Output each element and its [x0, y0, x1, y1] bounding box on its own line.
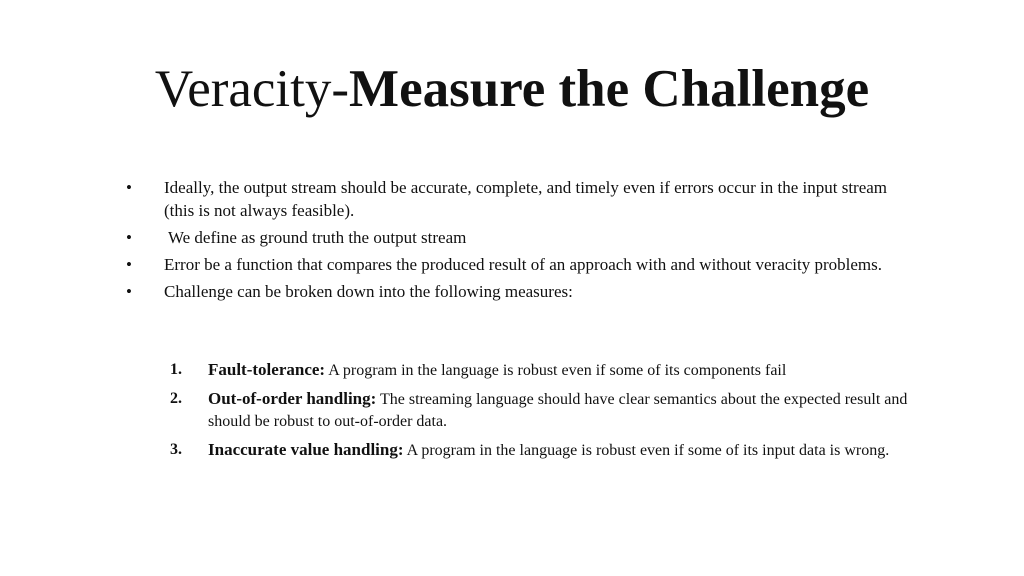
bullet-item [126, 176, 916, 222]
measure-description: A program in the language is robust even if some of its input data is wrong. [403, 442, 890, 459]
measure-term: Fault-tolerance: [208, 360, 326, 379]
title-prefix: Veracity- [154, 60, 350, 118]
bullet-item [126, 280, 916, 303]
slide-title [0, 52, 1024, 126]
bullet-marker: • [126, 178, 132, 197]
measure-item-inaccurate-value [170, 439, 920, 462]
bullet-text: Error be a function that compares the produced result of an approach with and without veracity problems. [164, 255, 883, 274]
bullet-item [126, 253, 916, 276]
measure-number: 3. [170, 441, 182, 458]
bullet-marker: • [126, 282, 132, 301]
measure-term: Inaccurate value handling: [208, 440, 404, 459]
measure-number: 2. [170, 390, 182, 407]
measure-description: A program in the language is robust even if some of its components fail [325, 362, 787, 379]
measure-item-out-of-order [170, 388, 920, 433]
measure-term: Out-of-order handling: [208, 389, 377, 408]
bullet-text: Challenge can be broken down into the following measures: [164, 282, 573, 301]
bullet-marker: • [126, 255, 132, 274]
title-emphasis: Measure the Challenge [349, 60, 870, 118]
bullet-item [126, 226, 916, 249]
bullet-list [126, 176, 916, 307]
bullet-marker: • [126, 228, 132, 247]
measure-number: 1. [170, 361, 182, 378]
measure-description: The streaming language should have clear semantics about the expected result and should be robust to out-of-order data. [208, 391, 908, 430]
bullet-text: We define as ground truth the output stream [164, 228, 467, 247]
measures-list [170, 359, 920, 468]
measure-item-fault-tolerance [170, 359, 920, 382]
bullet-text: Ideally, the output stream should be accurate, complete, and timely even if errors occur in the input stream (this is not always feasible). [164, 178, 888, 220]
